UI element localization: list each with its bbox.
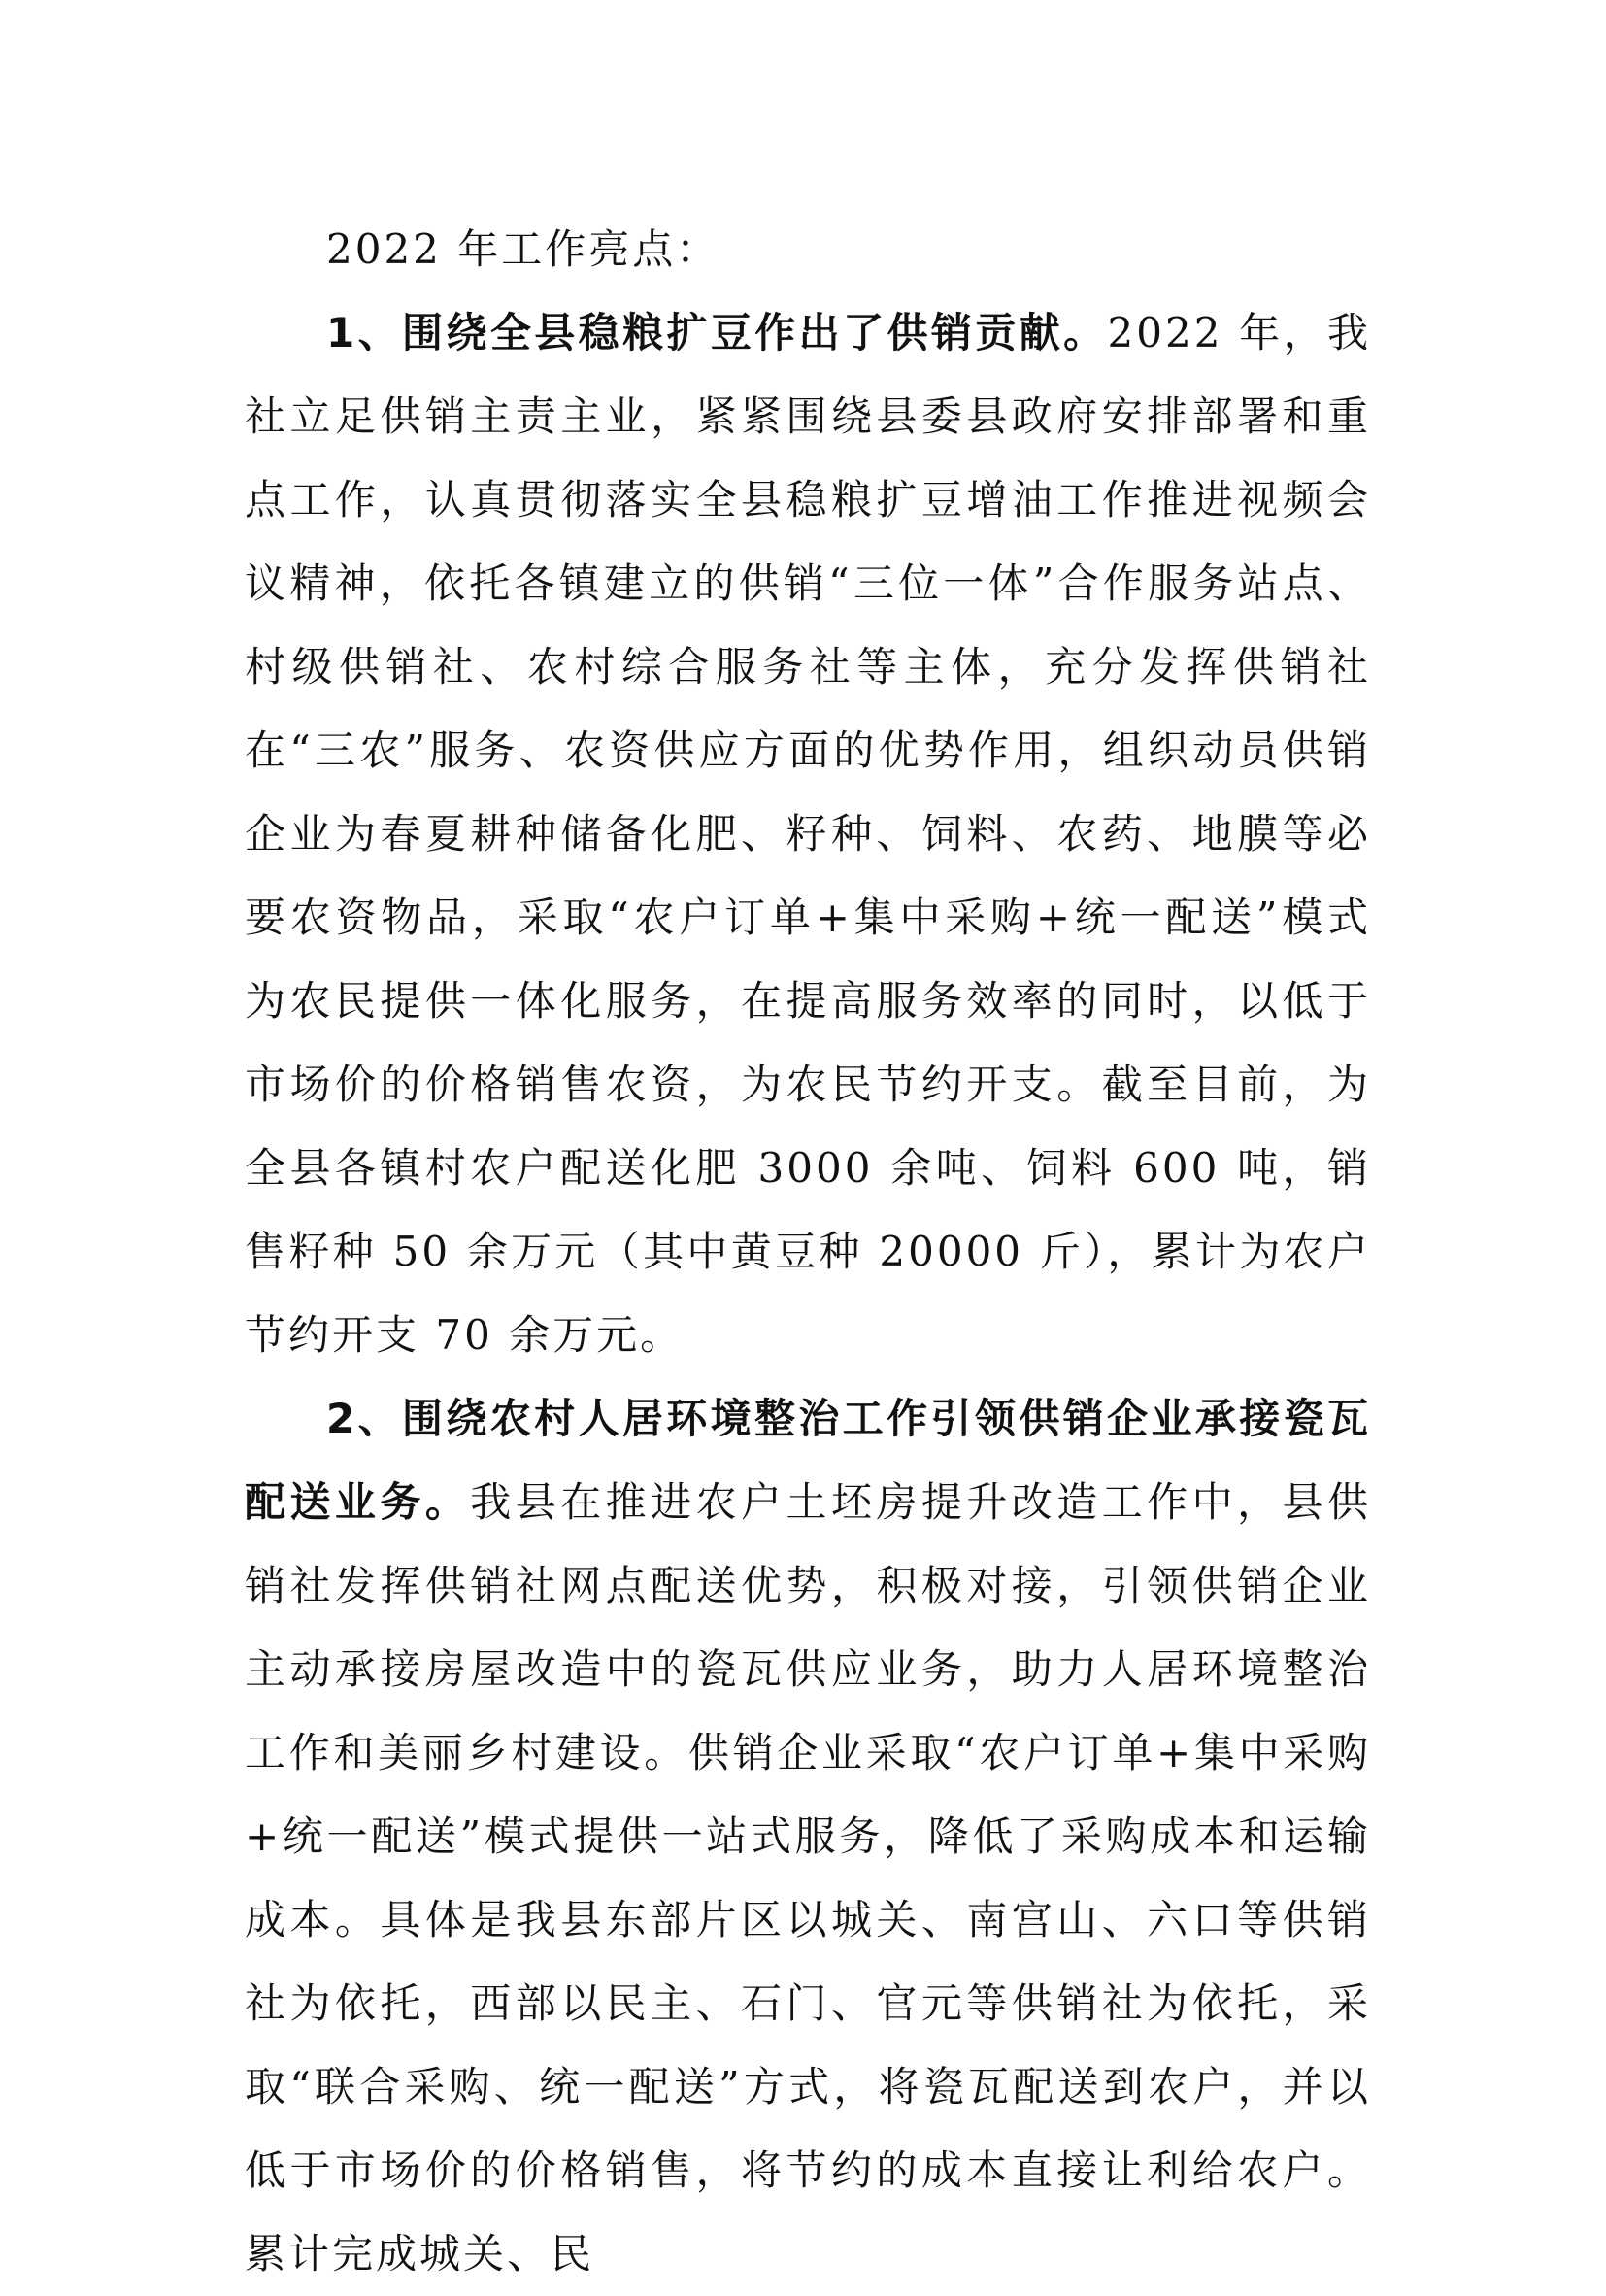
document-body (245, 208, 1371, 2296)
paragraph-body: 2022 年，我社立足供销主责主业，紧紧围绕县委县政府安排部署和重点工作，认真贯彻落实全县稳粮扩豆增油工作推进视频会议精神，依托各镇建立的供销“三位一体”合作服务站点、村级供销社、农村综合服务社等主体，充分发挥供销社在“三农”服务、农资供应方面的优势作用，组织动员供销企业为春夏耕种储备化肥、籽种、饲料、农药、地膜等必要农资物品，采取“农户订单+集中采购+统一配送”模式为农民提供一体化服务，在提高服务效率的同时，以低于市场价的价格销售农资，为农民节约开支。截至目前，为全县各镇村农户配送化肥 3000 余吨、饲料 600 吨，销售籽种 50 余万元（其中黄豆种 20000 斤），累计为农户节约开支 70 余万元。 (245, 309, 1371, 1359)
paragraph-title: 2、围绕农村人居环境整治工作引领供销企业承接瓷瓦配送业务。 (245, 1395, 1371, 1526)
intro-heading: 2022 年工作亮点： (326, 225, 720, 273)
paragraph-item-2 (245, 1377, 1371, 2296)
paragraph-title: 1、围绕全县稳粮扩豆作出了供销贡献。 (326, 309, 1108, 356)
paragraph-item-1 (245, 291, 1371, 1377)
paragraph-body: 我县在推进农户土坯房提升改造工作中，县供销社发挥供销社网点配送优势，积极对接，引领供销企业主动承接房屋改造中的瓷瓦供应业务，助力人居环境整治工作和美丽乡村建设。供销企业采取“农户订单+集中采购+统一配送”模式提供一站式服务，降低了采购成本和运输成本。具体是我县东部片区以城关、南宫山、六口等供销社为依托，西部以民主、石门、官元等供销社为依托，采取“联合采购、统一配送”方式，将瓷瓦配送到农户，并以低于市场价的价格销售，将节约的成本直接让利给农户。累计完成城关、民 (245, 1478, 1371, 2278)
